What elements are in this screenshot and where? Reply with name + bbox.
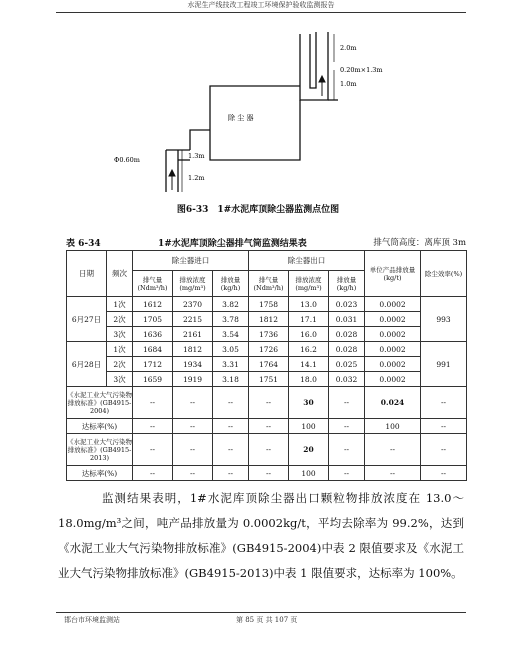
in-conc-cell: 2161	[173, 327, 213, 342]
out-conc-cell: 18.0	[289, 372, 329, 387]
dim-inlet-upper: 1.3m	[188, 152, 205, 160]
header-unit-emission: 单位产品排放量(kg/t)	[365, 251, 421, 297]
freq-cell: 3次	[107, 327, 133, 342]
unit-cell: 0.0002	[365, 372, 421, 387]
compliance-label: 达标率(%)	[67, 419, 133, 434]
out-flow-cell: 1751	[249, 372, 289, 387]
compliance-conc: 100	[289, 466, 329, 481]
standard-row	[67, 434, 467, 466]
date-cell: 6月27日	[67, 297, 107, 342]
page-footer	[56, 612, 466, 627]
freq-cell: 2次	[107, 357, 133, 372]
in-flow-cell: 1659	[133, 372, 173, 387]
dash-cell: --	[133, 434, 173, 466]
dash-cell: --	[421, 466, 467, 481]
dash-cell: --	[329, 434, 365, 466]
table-row	[67, 312, 467, 327]
in-flow-cell: 1612	[133, 297, 173, 312]
unit-cell: 0.0002	[365, 312, 421, 327]
unit-cell: 0.0002	[365, 327, 421, 342]
freq-cell: 1次	[107, 297, 133, 312]
table-row	[67, 372, 467, 387]
footer-page-number: 第 85 页 共 107 页	[236, 616, 298, 624]
header-efficiency: 除尘效率(%)	[421, 251, 467, 297]
in-conc-cell: 2370	[173, 297, 213, 312]
dash-cell: --	[249, 387, 289, 419]
header-in-rate: 排放量(kg/h)	[213, 271, 249, 297]
dim-outlet-size: 0.20m×1.3m	[340, 66, 383, 74]
in-rate-cell: 3.18	[213, 372, 249, 387]
in-flow-cell: 1705	[133, 312, 173, 327]
compliance-row	[67, 419, 467, 434]
freq-cell: 2次	[107, 312, 133, 327]
date-cell: 6月28日	[67, 342, 107, 387]
conclusion-paragraph: 监测结果表明，1#水泥库顶除尘器出口颗粒物排放浓度在 13.0～18.0mg/m³之间，吨产品排放量为 0.0002kg/t，平均去除率为 99.2%，达到《水泥工业大气污染物排放标准》(GB4915-2004)中表 2 限值要求及《水泥工业大气污染物排放标准》(GB4915-2013)中表 1 限值要求，达标率为 100%。	[58, 491, 464, 580]
dim-lower-right: 1.0m	[340, 80, 357, 88]
standard-limit-conc: 20	[289, 434, 329, 466]
compliance-unit: --	[365, 466, 421, 481]
header-out-flow: 排气量(Ndm³/h)	[249, 271, 289, 297]
dash-cell: --	[329, 387, 365, 419]
in-rate-cell: 3.05	[213, 342, 249, 357]
in-rate-cell: 3.82	[213, 297, 249, 312]
standard-limit-unit: --	[365, 434, 421, 466]
dash-cell: --	[329, 419, 365, 434]
out-flow-cell: 1812	[249, 312, 289, 327]
out-flow-cell: 1764	[249, 357, 289, 372]
compliance-conc: 100	[289, 419, 329, 434]
header-out-rate: 排放量(kg/h)	[329, 271, 365, 297]
in-rate-cell: 3.78	[213, 312, 249, 327]
dash-cell: --	[213, 387, 249, 419]
in-rate-cell: 3.31	[213, 357, 249, 372]
dash-cell: --	[213, 466, 249, 481]
header-in-conc: 排放浓度(mg/m³)	[173, 271, 213, 297]
standard-label: 《水泥工业大气污染物排放标准》(GB4915-2004)	[67, 387, 133, 419]
efficiency-cell: 991	[421, 342, 467, 387]
dash-cell: --	[133, 466, 173, 481]
compliance-label: 达标率(%)	[67, 466, 133, 481]
dash-cell: --	[421, 434, 467, 466]
out-conc-cell: 14.1	[289, 357, 329, 372]
in-conc-cell: 1934	[173, 357, 213, 372]
dash-cell: --	[421, 387, 467, 419]
in-flow-cell: 1712	[133, 357, 173, 372]
dim-inlet-diameter: Φ0.60m	[114, 156, 140, 164]
footer-org: 邯台市环境监测站	[64, 616, 120, 624]
unit-cell: 0.0002	[365, 357, 421, 372]
dash-cell: --	[133, 419, 173, 434]
in-conc-cell: 1812	[173, 342, 213, 357]
in-rate-cell: 3.54	[213, 327, 249, 342]
table-row	[67, 327, 467, 342]
dash-cell: --	[249, 419, 289, 434]
dash-cell: --	[249, 466, 289, 481]
header-date: 日期	[67, 251, 107, 297]
dash-cell: --	[249, 434, 289, 466]
dash-cell: --	[213, 434, 249, 466]
dash-cell: --	[173, 419, 213, 434]
table-title: 1#水泥库顶除尘器排气筒监测结果表	[158, 239, 307, 249]
table-row	[67, 297, 467, 312]
out-flow-cell: 1758	[249, 297, 289, 312]
standard-label: 《水泥工业大气污染物排放标准》(GB4915-2013)	[67, 434, 133, 466]
unit-cell: 0.0002	[365, 342, 421, 357]
out-rate-cell: 0.023	[329, 297, 365, 312]
dash-cell: --	[133, 387, 173, 419]
out-conc-cell: 16.0	[289, 327, 329, 342]
dash-cell: --	[173, 387, 213, 419]
dash-cell: --	[173, 434, 213, 466]
monitoring-point-diagram	[0, 0, 516, 210]
in-flow-cell: 1684	[133, 342, 173, 357]
standard-row	[67, 387, 467, 419]
dash-cell: --	[173, 466, 213, 481]
dash-cell: --	[421, 419, 467, 434]
out-conc-cell: 13.0	[289, 297, 329, 312]
header-outlet: 除尘器出口	[249, 251, 365, 271]
standard-limit-conc: 30	[289, 387, 329, 419]
out-rate-cell: 0.028	[329, 327, 365, 342]
compliance-unit: 100	[365, 419, 421, 434]
header-out-conc: 排放浓度(mg/m³)	[289, 271, 329, 297]
table-row	[67, 357, 467, 372]
table-note: 排气筒高度：离库顶 3m	[373, 238, 466, 248]
dim-top-height: 2.0m	[340, 44, 357, 52]
in-flow-cell: 1636	[133, 327, 173, 342]
out-conc-cell: 16.2	[289, 342, 329, 357]
out-flow-cell: 1736	[249, 327, 289, 342]
standard-limit-unit: 0.024	[365, 387, 421, 419]
dash-cell: --	[329, 466, 365, 481]
out-rate-cell: 0.032	[329, 372, 365, 387]
table-row	[67, 342, 467, 357]
header-freq: 频次	[107, 251, 133, 297]
figure-caption: 图6-33 1#水泥库顶除尘器监测点位图	[176, 205, 340, 215]
dust-collector-label: 除 尘 器	[228, 114, 254, 122]
out-rate-cell: 0.031	[329, 312, 365, 327]
in-conc-cell: 1919	[173, 372, 213, 387]
monitoring-results-table	[66, 250, 467, 481]
header-text: 水泥生产线技改工程竣工环境保护验收监测报告	[187, 1, 335, 9]
header-in-flow: 排气量(Ndm³/h)	[133, 271, 173, 297]
freq-cell: 3次	[107, 372, 133, 387]
freq-cell: 1次	[107, 342, 133, 357]
table-number: 表 6-34	[66, 239, 101, 249]
header-inlet: 除尘器进口	[133, 251, 249, 271]
efficiency-cell: 993	[421, 297, 467, 342]
out-rate-cell: 0.028	[329, 342, 365, 357]
dim-inlet-lower: 1.2m	[188, 174, 205, 182]
compliance-row	[67, 466, 467, 481]
out-rate-cell: 0.025	[329, 357, 365, 372]
unit-cell: 0.0002	[365, 297, 421, 312]
out-flow-cell: 1726	[249, 342, 289, 357]
out-conc-cell: 17.1	[289, 312, 329, 327]
in-conc-cell: 2215	[173, 312, 213, 327]
dash-cell: --	[213, 419, 249, 434]
